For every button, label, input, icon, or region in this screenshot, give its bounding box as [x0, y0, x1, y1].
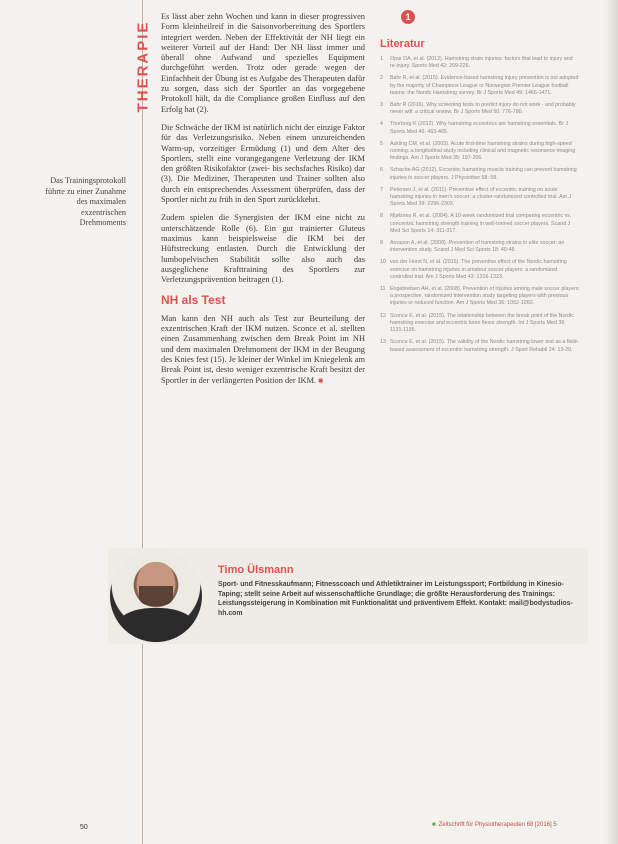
reference-text: Sconce E, et al. (2015). The relationship between the break point of the Nordic hamstring exercise and eccentric knee flexor strength. Int J Sports Med 36: 1131-1136.: [390, 312, 574, 334]
margin-note: Das Trainingsprotokoll führte zu einer Zunahme des maximalen exzentrischen Drehmoments: [45, 176, 126, 227]
reference-text: Sconce E, et al. (2015). The validity of the Nordic hamstring lower test as a field-based assessment of eccentric hamstring strength. J Sport Rehabil 24: 13-20.: [390, 339, 579, 353]
reference-text: Bahr R, et al. (2015). Evidence-based hamstring injury prevention is not adopted by the majority of Champions League or Norwegian Premier League football teams: the Nordic Hamstring survey. Br J Sports Med 49: 1466-1471.: [390, 75, 579, 96]
reference-text: Arnason A, et al. (2008). Prevention of hamstring strains in elite soccer: an intervention study. Scand J Med Sci Sports 18: 40-48.: [390, 240, 565, 254]
reference-number: 11: [380, 286, 386, 293]
footer-publication: [432, 822, 557, 828]
reference-text: van der Horst N, et al. (2015). The preventive effect of the Nordic hamstring exercise on hamstring injuries in amateur soccer players: a randomized controlled trial. Am J Sports Med 43: 1316-1323.: [390, 259, 567, 280]
reference-item: [380, 187, 580, 209]
reference-text: Engebretsen AH, et al. (2008). Prevention of injuries among male soccer players: a prospective, randomized intervention study targeting players with previous injuries or reduced function. Am J Sports Med 36: 1052-1060.: [390, 286, 580, 307]
author-photo: [110, 550, 202, 642]
footer-mark: ■: [432, 822, 436, 828]
photo-body: [116, 608, 196, 642]
reference-item: [380, 286, 580, 308]
reference-item: [380, 167, 580, 181]
photo-beard: [139, 586, 173, 606]
author-name: Timo Ülsmann: [218, 564, 294, 576]
reference-text: Askling CM, et al. (2003). Acute first-time hamstring strains during high-speed running: a longitudinal study including clinical and magnetic resonance imaging findings. Am J Sports Med 35: 197-206.: [390, 140, 576, 162]
literature-title: Literatur: [380, 38, 425, 50]
reference-number: 7: [380, 186, 383, 193]
reference-text: Opar DA, et al. (2012). Hamstring strain injuries: factors that lead to injury and re-injury. Sports Med 42: 209-226.: [390, 56, 573, 70]
reference-item: [380, 102, 580, 116]
reference-number: 1: [380, 56, 383, 62]
section-label-text: THERAPIE: [134, 20, 152, 113]
section-heading: NH als Test: [161, 293, 226, 308]
main-text-column: [161, 12, 365, 394]
reference-item: [380, 75, 580, 97]
reference-number: 8: [380, 213, 383, 220]
paragraph: [161, 314, 365, 386]
footer-publication-text: Zeitschrift für Physiotherapeuten 68 [2016] 5: [438, 822, 557, 828]
reference-item: [380, 121, 580, 135]
reference-item: [380, 213, 580, 235]
paragraph: Es lässt aber zehn Wochen und kann in dieser progressiven Form kleinheilreif in die Saisonvorbereitung des Sportlers integriert werden. Neben der Effektivität der NH liegt ein weiterer Vorteil auf der Hand: Der NH lässt immer und überall ohne Aufwand und spezielles Equipment durchgeführt werden. Trotz oder gerade wegen der Einfachheit der Übung ist es Aufgabe des Therapeuten dafür zu sorgen, dass sich der Sportler an das vorgegebene Protokoll hält, da die Compliance großen Einfluss auf den Erfolg hat (2).: [161, 12, 365, 114]
paragraph-text: Man kann den NH auch als Test zur Beurteilung der exzentrischen Kraft der IKM nutzen. Sconce et al. stellten einen Zusammenhang zwischen dem Break Point im NH und dem maximalen Drehmoment der IKM in der Beugung des Knies fest (15). Je kleiner der Winkel im Kniegelenk am Break Point ist, desto weniger exzentrische Kraft besitzt der Sportler in der verlängerten Position der IKM.: [161, 313, 365, 385]
literature-badge: 1: [401, 10, 415, 24]
reference-item: [380, 141, 580, 163]
reference-number: 3: [380, 102, 383, 109]
reference-list: [380, 56, 580, 359]
reference-number: 12: [380, 312, 386, 319]
reference-number: 9: [380, 240, 383, 247]
page-number: 50: [80, 824, 88, 831]
column-divider-line: [142, 0, 143, 844]
reference-text: Bahr R (2016). Why screening tests to predict injury do not work - and probably never will: a critical review. Br J Sports Med 50: 776-780.: [390, 102, 576, 116]
reference-text: Schache AG (2012). Eccentric hamstring muscle training can prevent hamstring injuries in soccer players. J Physiother 58: 58.: [390, 167, 577, 181]
reference-text: Petersen J, et al. (2011). Preventive effect of eccentric training on acute hamstring injuries in men's soccer: a cluster-randomized controlled trial. Am J Sports Med 39: 2296-2303.: [390, 186, 572, 208]
reference-item: [380, 339, 580, 353]
reference-item: [380, 313, 580, 335]
paragraph: Die Schwäche der IKM ist natürlich nicht der einzige Faktor für das Verletzungsrisiko. Neben einem unzureichenden Warm-up, vorzeitiger Ermüdung (1) und dem Alter des Sportlers, stellt eine vorangegangene Verletzung der IKM den größten Risikofaktor (zwei- bis sechsfaches Risiko) dar (3). Die Mediziner, Therapeuten und Trainer sollten also durch ein entsprechendes Assessment überprüfen, dass der Sportler nicht zu früh in den Sport zurückkehrt.: [161, 122, 365, 205]
paragraph: Zudem spielen die Synergisten der IKM eine nicht zu unterschätzende Rolle (6). Ein gut trainierter Gluteus maximus kann beispielsweise die IKM bei der Hüftstreckung entlasten. Durch die Entwicklung der lumbopelvischen Stabilität sollte also auch das ausgeglichene Krafttraining des Sportlers zur Verletzungsprävention beitragen (1).: [161, 213, 365, 285]
reference-number: 4: [380, 121, 383, 128]
reference-number: 13: [380, 339, 386, 346]
reference-item: [380, 240, 580, 254]
reference-item: [380, 259, 580, 281]
page-edge: [604, 0, 618, 844]
reference-text: Thorborg K (2012). Why hamstring eccentrics are hamstring essentials. Br J Sports Med 46: 463-465.: [390, 121, 569, 135]
reference-text: Mjølsnes R, et al. (2004). A 10-week randomized trial comparing eccentric vs. concentric hamstring strength training in well-trained soccer players. Scand J Med Sci Sports 14: 311-317.: [390, 213, 572, 234]
reference-item: [380, 56, 580, 70]
end-mark: ■: [318, 375, 324, 385]
reference-number: 2: [380, 75, 383, 82]
reference-number: 10: [380, 259, 386, 266]
author-bio: Sport- und Fitnesskaufmann; Fitnesscoach und Athletiktrainer im Leistungssport; Fortbildung in Kinesio-Taping; stellt seine Arbeit auf wissenschaftliche Grundlage; die größte Herausforderung des Trainings: Leistungssteigerung in Kombination mit Funktionalität und präventivem Effekt. Kontakt: mail@bodystudios-hh.com: [218, 581, 573, 617]
reference-number: 5: [380, 140, 383, 147]
section-label: [131, 20, 153, 120]
reference-number: 6: [380, 167, 383, 174]
